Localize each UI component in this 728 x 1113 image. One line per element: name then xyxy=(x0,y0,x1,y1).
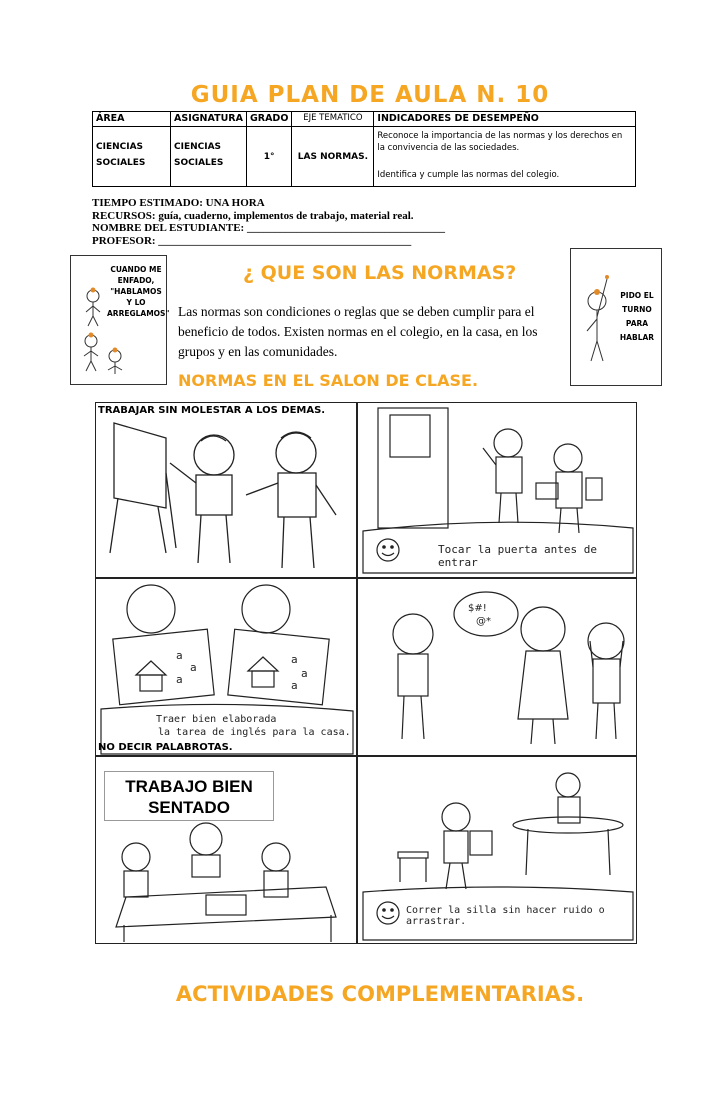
panel-trabajar-sin-molestar xyxy=(95,402,357,578)
cell-grado: 1° xyxy=(246,127,291,187)
children-talking-illustration xyxy=(358,579,637,756)
header-grado: GRADO xyxy=(246,112,291,127)
panel-tocar-puerta xyxy=(357,402,637,578)
header-asignatura: ASIGNATURA xyxy=(171,112,247,127)
svg-text:a: a xyxy=(291,679,298,692)
panel-caption-tarea-2: la tarea de inglés para la casa. xyxy=(158,727,351,738)
panel-trabajo-sentado xyxy=(95,756,357,944)
cell-eje: LAS NORMAS. xyxy=(292,127,374,187)
svg-text:a: a xyxy=(291,653,298,666)
header-indicadores: INDICADORES DE DESEMPEÑO xyxy=(374,112,636,127)
panel-caption-tarea-1: Traer bien elaborada xyxy=(156,714,277,725)
children-at-easel-illustration xyxy=(96,403,357,578)
header-eje: EJE TEMATICO xyxy=(292,112,374,127)
right-box-caption: PIDO EL TURNO PARA HABLAR xyxy=(619,291,655,342)
cell-indicadores xyxy=(374,127,636,187)
svg-text:@*: @* xyxy=(476,616,491,627)
page-title: GUIA PLAN DE AULA N. 10 xyxy=(190,82,550,108)
panel-label-palabrotas: NO DECIR PALABROTAS. xyxy=(98,742,233,753)
tiempo-estimado: TIEMPO ESTIMADO: UNA HORA xyxy=(92,197,265,209)
section-title-salon: NORMAS EN EL SALON DE CLASE. xyxy=(178,371,479,390)
indicador-2: Identifica y cumple las normas del colegio. xyxy=(377,170,560,180)
panel-traer-tarea xyxy=(95,578,357,756)
panel-caption-tocar: Tocar la puerta antes de entrar xyxy=(438,543,597,569)
svg-text:a: a xyxy=(176,673,183,686)
panel-heading-sentado: TRABAJO BIEN SENTADO xyxy=(104,771,274,821)
svg-text:a: a xyxy=(301,667,308,680)
table-header-row xyxy=(93,112,636,127)
intro-paragraph: Las normas son condiciones o reglas que se deben cumplir para el beneficio de todos. Existen normas en el colegio, en la casa, en los grupos y en las comunidades. xyxy=(178,304,538,359)
svg-text:$#!: $#! xyxy=(468,603,487,614)
cell-area: CIENCIAS SOCIALES xyxy=(93,127,171,187)
right-illustration-box xyxy=(570,248,662,386)
svg-text:a: a xyxy=(190,661,197,674)
left-box-caption: CUANDO ME ENFADO, "HABLAMOS Y LO ARREGLAMOS" xyxy=(107,265,170,318)
panel-caption-silla: Correr la silla sin hacer ruido o arrastrar. xyxy=(406,905,605,927)
left-illustration-box xyxy=(70,255,170,385)
cell-asignatura: CIENCIAS SOCIALES xyxy=(171,127,247,187)
panel-no-palabrotas xyxy=(357,578,637,756)
nombre-estudiante: NOMBRE DEL ESTUDIANTE: ____________________________________ xyxy=(92,222,445,234)
table-row xyxy=(93,127,636,187)
panel-label-trabajar: TRABAJAR SIN MOLESTAR A LOS DEMAS. xyxy=(98,405,326,416)
section-title-normas: ¿ QUE SON LAS NORMAS? xyxy=(243,262,517,284)
footer-title: ACTIVIDADES COMPLEMENTARIAS. xyxy=(175,982,585,1006)
plan-table xyxy=(92,111,636,187)
svg-text:a: a xyxy=(176,649,183,662)
indicador-1: Reconoce la importancia de las normas y los derechos en la convivencia de las sociedades. xyxy=(377,131,623,153)
recursos: RECURSOS: guía, cuaderno, implementos de trabajo, material real. xyxy=(92,209,414,222)
profesor: PROFESOR: ______________________________________________ xyxy=(92,234,412,247)
header-area: ÁREA xyxy=(93,112,171,127)
meta-info xyxy=(92,197,445,247)
panel-correr-silla xyxy=(357,756,637,944)
